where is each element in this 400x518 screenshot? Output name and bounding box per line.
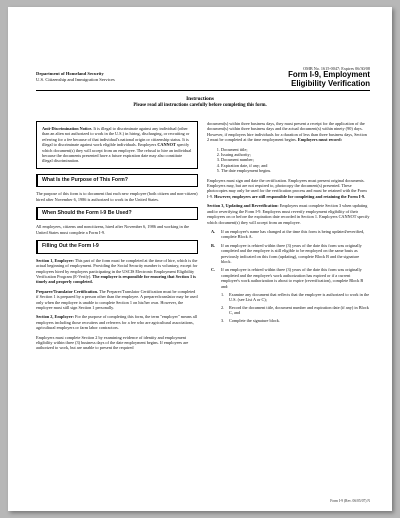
when-heading: When Should the Form I-9 Be Used? — [36, 207, 198, 220]
section1-text: This part of the form must be completed at the time of hire, which is the actual beginning of employment. Providing the Social Security number is voluntary, except for employees hired by employers participating in the USCIS Electronic Employment Eligibility Verification Program (E-Verify). — [36, 257, 198, 279]
continued-text: document(s) within three business days, they must present a receipt for the application of the document(s) within three business days and the actual document(s) within ninety (90) days. However, if employers hire individuals for a duration of less than three business days, Section 2 must be completed at the time employment begins. — [207, 121, 367, 143]
sub-number: 1. — [221, 291, 225, 297]
option-c — [207, 267, 370, 289]
form-page — [8, 7, 392, 511]
header-divider — [36, 90, 370, 91]
record-list — [207, 147, 370, 174]
sub-item — [221, 305, 370, 316]
purpose-heading: What Is the Purpose of This Form? — [36, 174, 198, 187]
option-text: If an employee's name has changed at the time this form is being updated/reverified, complete Block A. — [221, 228, 365, 240]
section2-paragraph — [36, 314, 198, 330]
section2-text: For the purpose of completing this form, the term "employer" means all employers including those recruiters and referrers for a fee who are agricultural associations, agricultural employers or farm labor contractors. — [36, 314, 197, 331]
record-item: 1. Document title; — [221, 147, 370, 152]
notice-lead: Anti-Discrimination Notice. — [42, 126, 93, 131]
section3-text: Employers must complete Section 3 when updating and/or reverifying the Form I-9. Employers must reverify employment eligibility of their employees on or before the expiration date recorded in Section 1. Employers CANNOT specify which document(s) they will accept from an employee. — [207, 203, 370, 225]
sub-text: Complete the signature block. — [229, 317, 280, 323]
sign-text: Employers must sign and date the certification. Employees must present original documents. Employers may, but are not required to, photocopy the document(s) presented. These photocopies may only be used for the verification process and must be retained with the Form I-9. — [207, 177, 367, 199]
section1-paragraph — [36, 258, 198, 285]
notice-text2: specify which document(s) they will accept from an employee. The refusal to hire an individual because the documents presented have a future expiration date may also constitute illegal discrimination. — [42, 142, 192, 164]
option-letter: A. — [211, 228, 216, 234]
option-a — [207, 229, 370, 240]
section1-bold: The employer is responsible for ensuring that Section 1 is timely and properly completed. — [36, 273, 196, 285]
section3-paragraph — [207, 203, 370, 225]
record-item: 4. Expiration date, if any; and — [221, 163, 370, 168]
right-column — [207, 121, 370, 325]
left-column — [36, 121, 198, 355]
form-title — [288, 71, 370, 88]
agency-name: U.S. Citizenship and Immigration Services — [36, 76, 115, 82]
sub-number: 2. — [221, 304, 225, 310]
record-item: 5. The date employment begins. — [221, 168, 370, 173]
record-heading: Employers must record: — [297, 137, 342, 143]
sign-paragraph — [207, 178, 370, 200]
filling-heading: Filling Out the Form I-9 — [36, 240, 198, 253]
instructions-subtitle: Please read all instructions carefully before completing this form. — [133, 103, 267, 108]
option-text: If an employee is rehired within three (3) years of the date this form was originally completed and the employee is still eligible to be employed on the same basis as previously indicated on this form (updating), complete Block B and the signature block. — [221, 242, 362, 264]
notice-text1: It is illegal to discriminate against any individual (other than an alien not authorized to work in the U.S.) in hiring, discharging, or recruiting or referring for a fee because of that individual's national origin or citizenship status. It is illegal to discriminate against work eligible individuals. Employers — [42, 126, 190, 148]
when-text: All employees, citizens and noncitizens, hired after November 6, 1986 and working in the United States must complete a Form I-9. — [36, 224, 189, 235]
department-name: Department of Homeland Security — [36, 71, 104, 76]
option-letter: B. — [211, 242, 215, 248]
sub-text: Examine any document that reflects that the employee is authorized to work in the U.S. (see List A or C); — [229, 291, 370, 303]
continued-paragraph — [207, 121, 370, 143]
option-b — [207, 243, 370, 265]
purpose-text: The purpose of this form is to document that each new employee (both citizen and non-citizen) hired after November 6, 1986 is authorized to work in the United States. — [36, 191, 198, 202]
form-title-line1: Form I-9, Employment — [288, 70, 370, 79]
sub-item — [221, 318, 370, 323]
preparer-text: The Preparer/Translator Certification must be completed if Section 1 is prepared by a person other than the employee. A preparer/translator may be used only when the employee is unable to complete Section 1 on his/her own. However, the employee must still sign Section 1 personally. — [36, 288, 198, 310]
preparer-lead: Preparer/Translator Certification. — [36, 288, 99, 294]
instructions-title: Instructions — [186, 96, 214, 102]
option-text: If an employee is rehired within three (3) years of the date this form was originally completed and the employee's work authorization has expired or if a current employee's work authorization is about to expire (reverification), complete Block B and: — [221, 267, 364, 289]
record-item: 3. Document number; — [221, 157, 370, 162]
section3-lead: Section 3, Updating and Reverification: — [207, 203, 279, 209]
sub-number: 3. — [221, 317, 225, 323]
department-block — [36, 71, 115, 82]
omb-number: OMB No. 1615-0047; Expires 06/30/08 — [303, 66, 370, 71]
section2-paragraph-2: Employers must complete Section 2 by examining evidence of identity and employment eligibility within three (3) business days of the date employment begins. If employees are authorized to work, but are unable to present the required — [36, 334, 189, 351]
sub-text: Record the document title, document number and expiration date (if any) in Block C, and — [229, 304, 369, 316]
record-item: 2. Issuing authority; — [221, 152, 370, 157]
form-footer: Form I-9 (Rev. 06/05/07) N — [330, 499, 370, 503]
section1-lead: Section 1, Employee: — [36, 257, 74, 263]
preparer-paragraph — [36, 289, 198, 311]
anti-discrimination-notice — [36, 121, 198, 169]
sub-item — [221, 292, 370, 303]
option-letter: C. — [211, 267, 216, 273]
section2-lead: Section 2, Employer: — [36, 314, 74, 320]
form-title-line2: Eligibility Verification — [291, 78, 370, 88]
notice-cannot: CANNOT — [157, 142, 176, 148]
sign-bold: However, employers are still responsible for completing and retaining the Form I-9. — [214, 193, 366, 199]
